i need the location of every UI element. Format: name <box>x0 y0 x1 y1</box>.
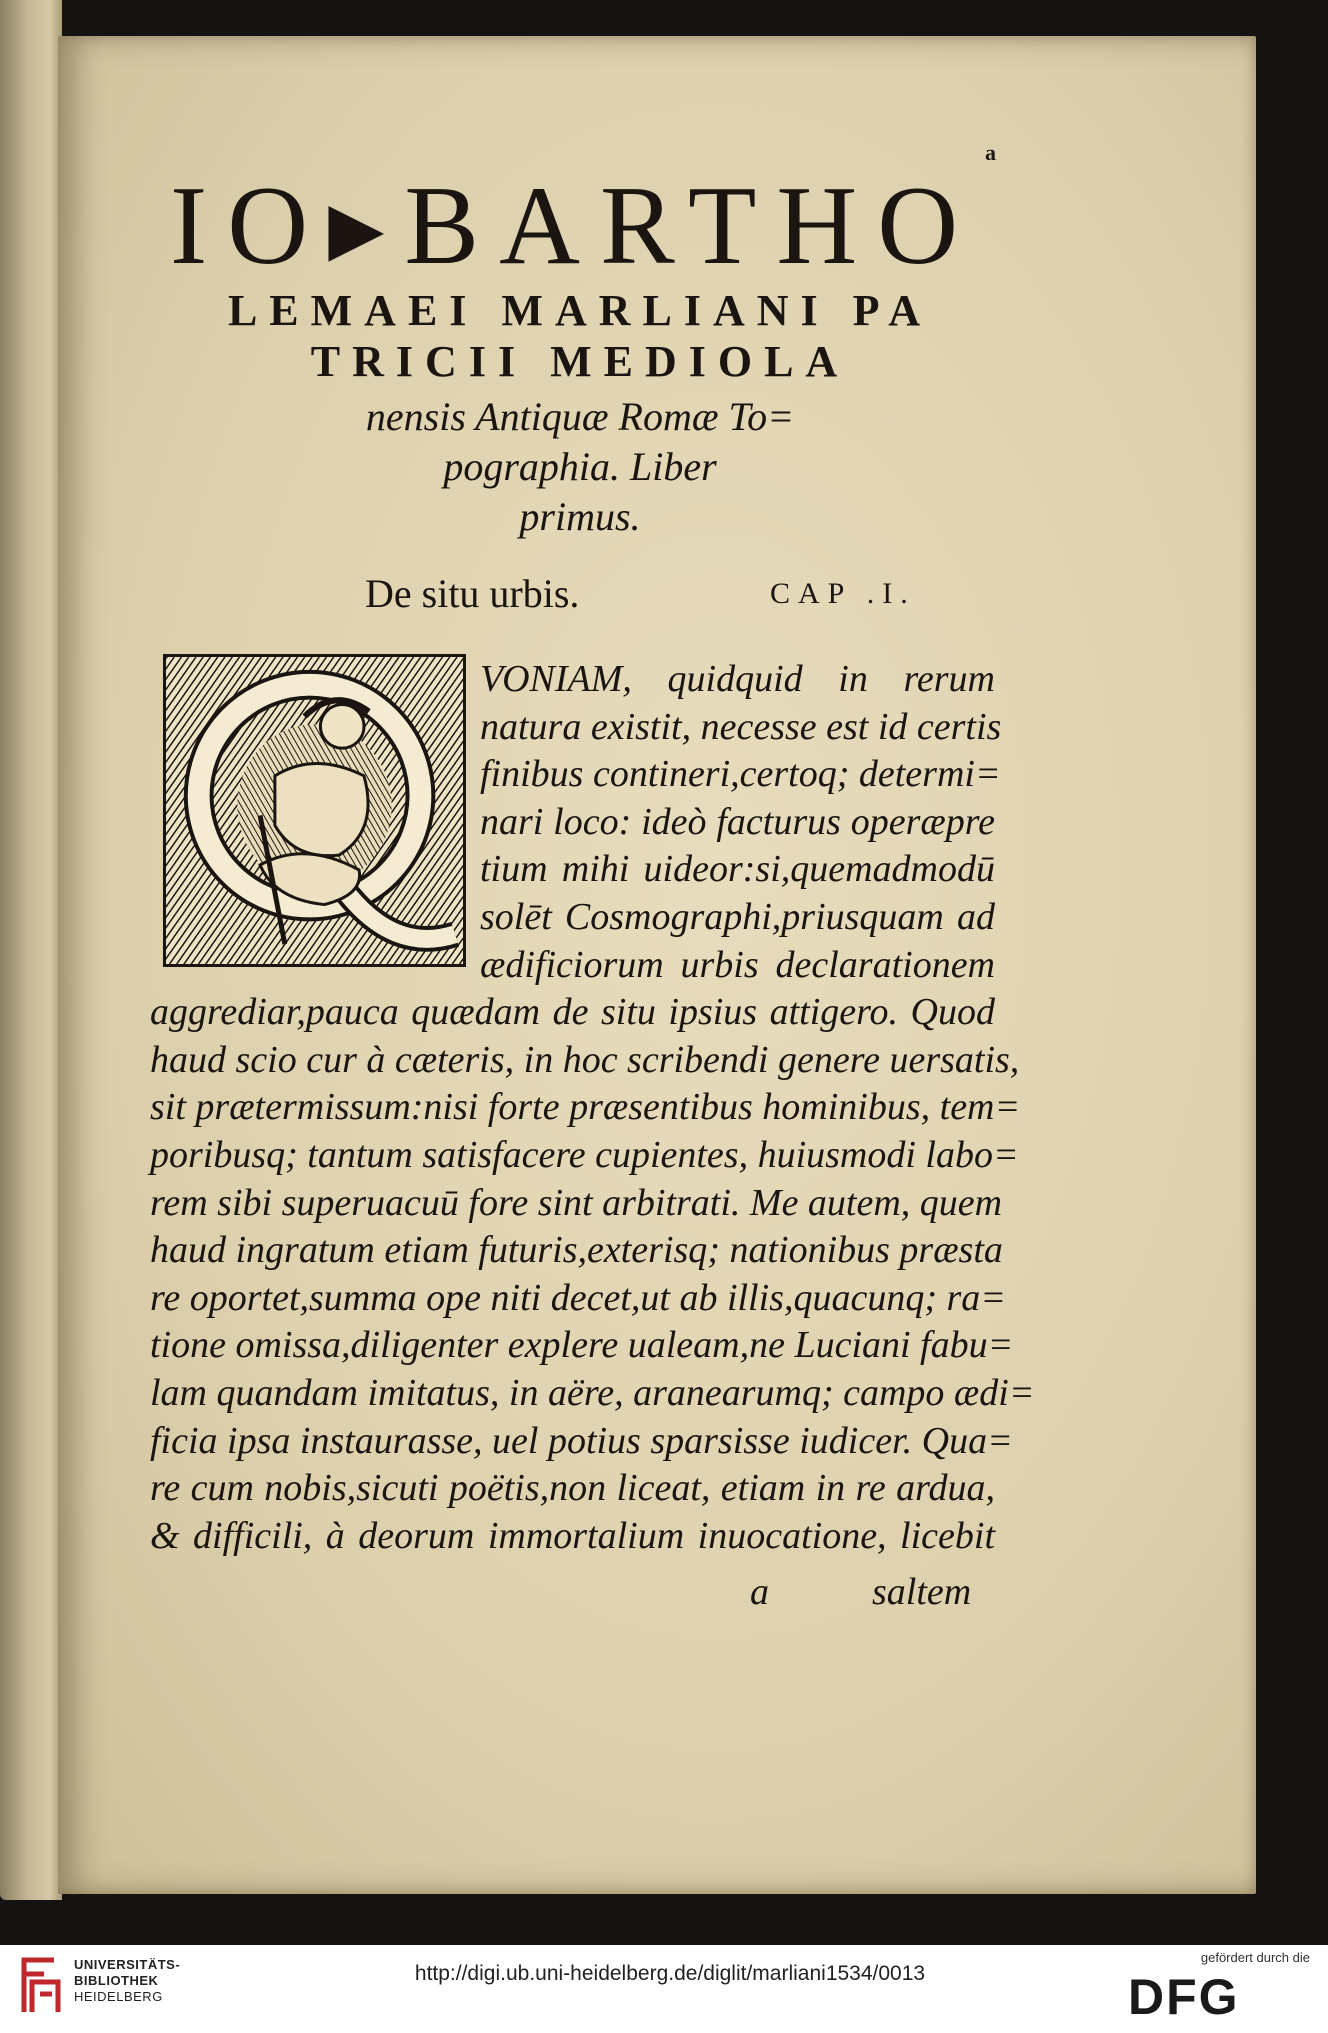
body-line: VONIAM, quidquid in rerum <box>480 658 995 700</box>
body-text <box>150 656 1035 1560</box>
body-line: aggrediar,pauca quædam de situ ipsius attigero. Quod <box>150 991 995 1034</box>
permalink-url[interactable]: http://digi.ub.uni-heidelberg.de/diglit/marliani1534/0013 <box>414 1962 926 1985</box>
library-name-line: UNIVERSITÄTS- <box>74 1957 181 1972</box>
folio-mark: a <box>985 140 996 165</box>
title-line-1: IO▸BARTHO <box>170 164 979 288</box>
title-line-4: nensis Antiquæ Romæ To= <box>365 394 795 439</box>
chapter-title: De situ urbis. <box>365 571 580 616</box>
signature-mark: a <box>750 1571 769 1613</box>
title-line-6: primus. <box>519 494 641 539</box>
body-line: tione omissa,diligenter explere ualeam,ne Luciani fabu= <box>150 1324 1014 1367</box>
body-line: sit prætermissum:nisi forte præsentibus hominibus, tem= <box>150 1086 1021 1129</box>
body-line: nari loco: ideò facturus operæpre <box>480 800 995 843</box>
body-line: ficia ipsa instaurasse, uel potius sparsisse iudicer. Qua= <box>150 1419 1013 1462</box>
library-name[interactable] <box>74 1957 180 2005</box>
body-line: tium mihi uideor:si,quemadmodū <box>480 848 995 891</box>
dfg-logo[interactable]: DFG <box>1128 1969 1240 2025</box>
body-line: haud scio cur à cæteris, in hoc scribendi genere uersatis, <box>150 1038 1020 1081</box>
title-line-2: LEMAEI MARLIANI PA <box>227 286 933 335</box>
library-name-line: BIBLIOTHEK <box>74 1973 159 1988</box>
body-line: re oportet,summa ope niti decet,ut ab illis,quacunq; ra= <box>150 1276 1006 1319</box>
title-line-5: pographia. Liber <box>443 444 717 489</box>
body-line: natura existit, necesse est id certis <box>480 705 1002 748</box>
previous-page-edge <box>0 0 62 1900</box>
university-library-logo-icon[interactable] <box>18 1952 64 2023</box>
catchword: saltem <box>872 1571 972 1613</box>
body-line: ædificiorum urbis declarationem <box>480 943 995 986</box>
title-italic-block <box>300 392 860 542</box>
body-line: poribusq; tantum satisfacere cupientes, huiusmodi labo= <box>150 1133 1019 1176</box>
body-line: solēt Cosmographi,priusquam ad <box>480 895 995 938</box>
body-line: & difficili, à deorum immortalium inuocatione, licebit <box>150 1514 995 1557</box>
library-name-line: HEIDELBERG <box>74 1989 163 2004</box>
body-line: rem sibi superuacuū fore sint arbitrati. Me autem, quem <box>150 1181 1003 1224</box>
funding-note: gefördert durch die <box>1200 1950 1310 1965</box>
title-line-3: TRICII MEDIOLA <box>310 337 850 386</box>
body-line: haud ingratum etiam futuris,exterisq; nationibus præsta <box>150 1229 1003 1272</box>
chapter-number: CAP .I. <box>770 577 916 610</box>
body-line: finibus contineri,certoq; determi= <box>480 753 1001 796</box>
body-line: lam quandam imitatus, in aëre, aranearumq; campo ædi= <box>150 1371 1035 1414</box>
body-line: re cum nobis,sicuti poëtis,non liceat, etiam in re ardua, <box>150 1467 995 1510</box>
